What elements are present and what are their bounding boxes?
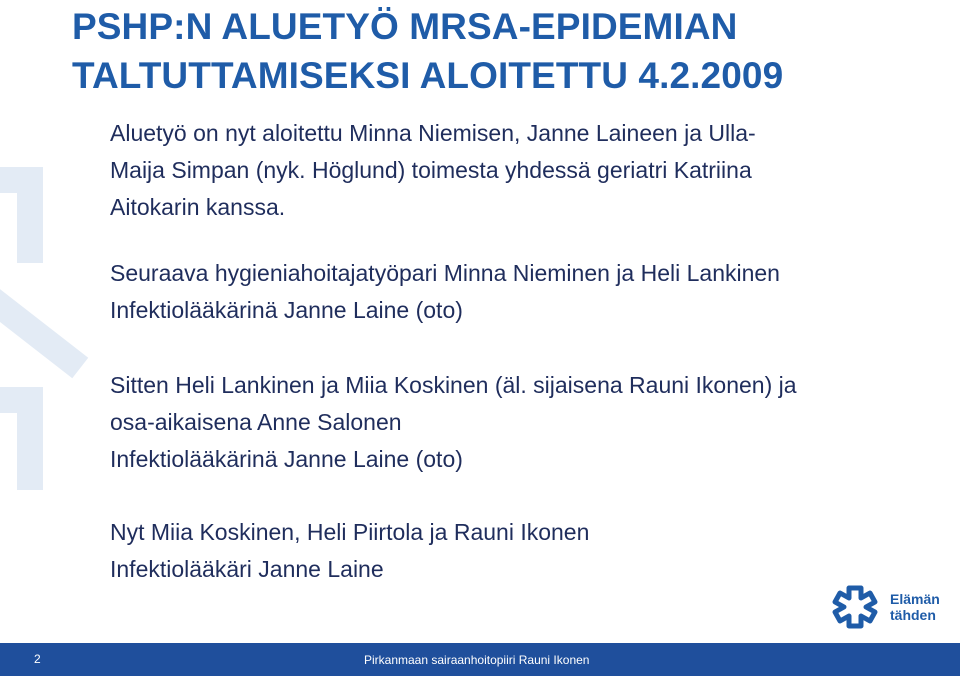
slide-title: PSHP:N ALUETYÖ MRSA-EPIDEMIAN TALTUTTAMISEKSI ALOITETTU 4.2.2009 <box>72 6 784 96</box>
paragraph-aluetyo <box>110 115 940 226</box>
text-line: Aluetyö on nyt aloitettu Minna Niemisen, Janne Laineen ja Ulla- <box>110 120 756 146</box>
text-line: Nyt Miia Koskinen, Heli Piirtola ja Rauni Ikonen <box>110 519 590 545</box>
text-line: Infektiolääkärinä Janne Laine (oto) <box>110 446 463 472</box>
text-line: Infektiolääkäri Janne Laine <box>110 556 384 582</box>
text-line: Seuraava hygieniahoitajatyöpari Minna Nieminen ja Heli Lankinen <box>110 260 780 286</box>
snowflake-cross-icon <box>830 582 880 632</box>
paragraph-sitten <box>110 367 940 478</box>
page-number: 2 <box>34 652 41 666</box>
text-line: Sitten Heli Lankinen ja Miia Koskinen (äl. sijaisena Rauni Ikonen) ja <box>110 372 797 398</box>
paragraph-nyt <box>110 514 940 588</box>
logo-line: Elämän <box>890 591 940 607</box>
text-line: Maija Simpan (nyk. Höglund) toimesta yhdessä geriatri Katriina <box>110 157 752 183</box>
paragraph-seuraava <box>110 255 940 329</box>
footer-text: Pirkanmaan sairaanhoitopiiri Rauni Ikonen <box>364 653 590 667</box>
logo-line: tähden <box>890 607 936 623</box>
elaman-tahden-logo <box>830 582 950 632</box>
logo-text <box>890 591 940 623</box>
text-line: Infektiolääkärinä Janne Laine (oto) <box>110 297 463 323</box>
footer-bar <box>0 643 960 676</box>
text-line: osa-aikaisena Anne Salonen <box>110 409 402 435</box>
text-line: Aitokarin kanssa. <box>110 194 286 220</box>
watermark-shape-icon <box>0 160 100 490</box>
